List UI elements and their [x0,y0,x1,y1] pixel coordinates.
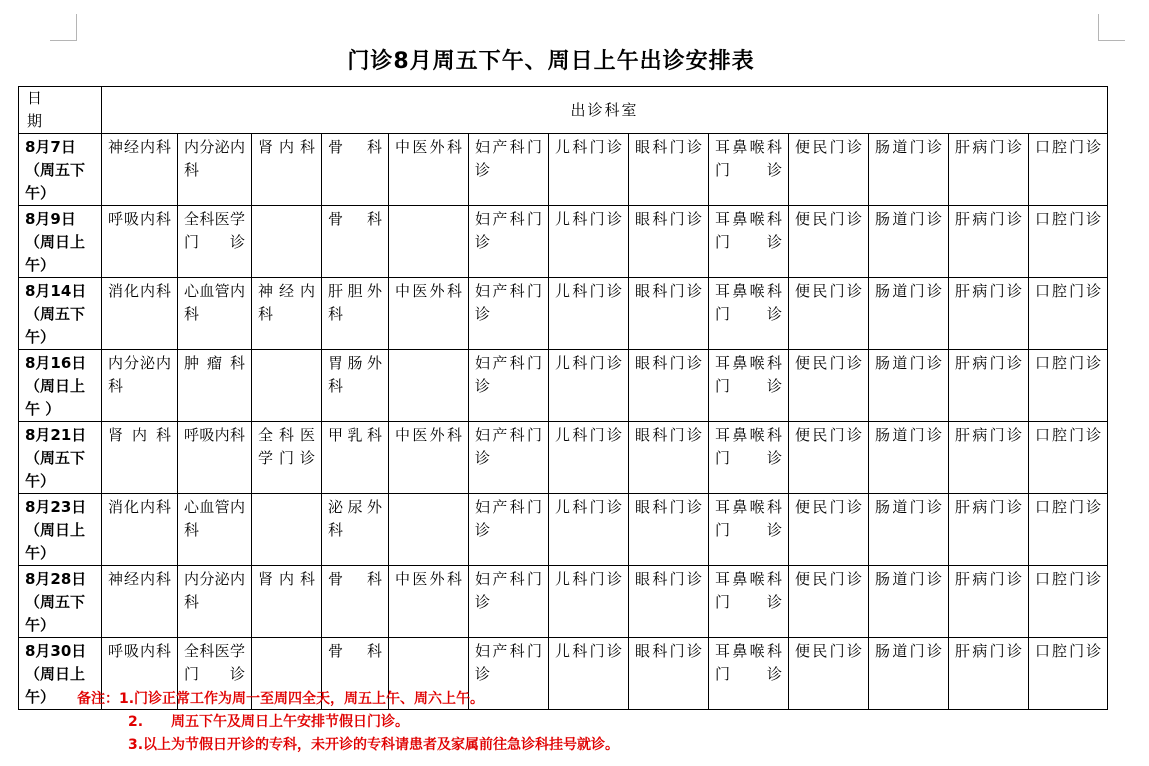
department-cell: 肝病门诊 [949,638,1029,710]
department-cell: 便民门诊 [789,206,869,278]
department-cell: 消化内科 [102,278,178,350]
department-cell: 儿科门诊 [549,278,629,350]
department-cell: 眼科门诊 [629,278,709,350]
table-row [19,566,1108,638]
department-cell: 耳鼻喉科门诊 [709,638,789,710]
date-cell: 8月21日（周五下午） [19,422,102,494]
department-cell: 内分泌内科 [102,350,178,422]
department-cell: 肝病门诊 [949,278,1029,350]
department-cell: 胃肠外科 [322,350,389,422]
department-cell: 便民门诊 [789,422,869,494]
department-cell: 肝胆外科 [322,278,389,350]
department-cell: 内分泌内科 [178,134,252,206]
department-cell: 口腔门诊 [1029,206,1108,278]
department-cell: 便民门诊 [789,134,869,206]
department-cell: 全科医学门诊 [178,638,252,710]
department-cell: 妇产科门诊 [469,350,549,422]
department-cell: 眼科门诊 [629,206,709,278]
department-cell: 全科医学门诊 [178,206,252,278]
table-row [19,350,1108,422]
department-cell: 口腔门诊 [1029,278,1108,350]
department-cell: 儿科门诊 [549,638,629,710]
department-cell: 肝病门诊 [949,494,1029,566]
department-cell: 妇产科门诊 [469,494,549,566]
note-text-1: 1.门诊正常工作为周一至周四全天，周五上午、周六上午。 [119,691,485,707]
department-cell: 眼科门诊 [629,494,709,566]
department-cell: 便民门诊 [789,566,869,638]
department-cell: 儿科门诊 [549,566,629,638]
department-cell: 肠道门诊 [869,494,949,566]
department-cell: 肠道门诊 [869,350,949,422]
note-line-2: 2. 周五下午及周日上午安排节假日门诊。 [128,714,410,730]
department-cell: 妇产科门诊 [469,206,549,278]
table-row [19,422,1108,494]
department-cell: 骨科 [322,134,389,206]
department-cell: 肾内科 [102,422,178,494]
department-cell [252,350,322,422]
department-cell: 骨科 [322,638,389,710]
date-cell: 8月7日（周五下午） [19,134,102,206]
table-header-row [19,87,1108,134]
header-date: 日 期 [19,87,102,134]
date-cell: 8月30日（周日上午） [19,638,102,710]
department-cell: 耳鼻喉科门诊 [709,278,789,350]
table-row [19,494,1108,566]
department-cell: 呼吸内科 [102,638,178,710]
page-corner-mark-top-left [50,14,77,41]
department-cell: 口腔门诊 [1029,134,1108,206]
department-cell: 肠道门诊 [869,422,949,494]
notes [77,688,619,757]
department-cell: 肠道门诊 [869,278,949,350]
department-cell: 甲乳科 [322,422,389,494]
date-cell: 8月9日（周日上午） [19,206,102,278]
department-cell: 口腔门诊 [1029,422,1108,494]
department-cell: 中医外科 [389,278,469,350]
department-cell: 肝病门诊 [949,206,1029,278]
department-cell: 便民门诊 [789,638,869,710]
department-cell: 眼科门诊 [629,350,709,422]
department-cell: 泌尿外科 [322,494,389,566]
date-cell: 8月16日（周日上午 ） [19,350,102,422]
date-cell: 8月28日（周五下午） [19,566,102,638]
department-cell: 眼科门诊 [629,638,709,710]
department-cell: 肾内科 [252,566,322,638]
department-cell: 全科医学门诊 [252,422,322,494]
page-corner-mark-top-right [1098,14,1125,41]
table-row [19,206,1108,278]
department-cell: 耳鼻喉科门诊 [709,134,789,206]
department-cell: 肝病门诊 [949,350,1029,422]
department-cell: 眼科门诊 [629,566,709,638]
department-cell: 口腔门诊 [1029,494,1108,566]
department-cell: 耳鼻喉科门诊 [709,494,789,566]
note-label: 备注： [77,691,119,707]
department-cell: 中医外科 [389,422,469,494]
department-cell: 妇产科门诊 [469,422,549,494]
department-cell: 肾内科 [252,134,322,206]
department-cell: 耳鼻喉科门诊 [709,206,789,278]
department-cell: 儿科门诊 [549,494,629,566]
department-cell: 肝病门诊 [949,134,1029,206]
department-cell: 口腔门诊 [1029,350,1108,422]
department-cell: 内分泌内科 [178,566,252,638]
department-cell: 儿科门诊 [549,350,629,422]
department-cell: 肝病门诊 [949,566,1029,638]
header-departments: 出诊科室 [102,87,1108,134]
department-cell: 耳鼻喉科门诊 [709,350,789,422]
document-title: 门诊8月周五下午、周日上午出诊安排表 [347,49,755,74]
table-row [19,278,1108,350]
department-cell [389,206,469,278]
department-cell: 眼科门诊 [629,422,709,494]
department-cell: 口腔门诊 [1029,566,1108,638]
department-cell: 肠道门诊 [869,638,949,710]
department-cell [252,494,322,566]
department-cell: 肠道门诊 [869,206,949,278]
department-cell: 骨科 [322,206,389,278]
department-cell: 妇产科门诊 [469,638,549,710]
department-cell: 呼吸内科 [178,422,252,494]
department-cell: 妇产科门诊 [469,134,549,206]
department-cell: 儿科门诊 [549,134,629,206]
note-line-3: 3.以上为节假日开诊的专科，未开诊的专科请患者及家属前往急诊科挂号就诊。 [128,737,620,753]
department-cell: 便民门诊 [789,494,869,566]
department-cell: 妇产科门诊 [469,278,549,350]
department-cell: 便民门诊 [789,350,869,422]
department-cell: 儿科门诊 [549,422,629,494]
department-cell: 肿瘤科 [178,350,252,422]
department-cell: 神经内科 [252,278,322,350]
department-cell: 妇产科门诊 [469,566,549,638]
department-cell: 中医外科 [389,134,469,206]
department-cell: 心血管内科 [178,494,252,566]
date-cell: 8月23日（周日上午） [19,494,102,566]
department-cell: 呼吸内科 [102,206,178,278]
department-cell: 眼科门诊 [629,134,709,206]
department-cell: 消化内科 [102,494,178,566]
department-cell: 口腔门诊 [1029,638,1108,710]
department-cell: 神经内科 [102,134,178,206]
department-cell [389,494,469,566]
note-line-1 [77,688,619,711]
schedule-table [18,86,1108,710]
department-cell [389,350,469,422]
department-cell: 骨科 [322,566,389,638]
date-cell: 8月14日（周五下午） [19,278,102,350]
department-cell [252,206,322,278]
department-cell: 耳鼻喉科门诊 [709,422,789,494]
department-cell: 肠道门诊 [869,566,949,638]
department-cell: 儿科门诊 [549,206,629,278]
department-cell: 神经内科 [102,566,178,638]
department-cell: 便民门诊 [789,278,869,350]
department-cell: 中医外科 [389,566,469,638]
table-row [19,134,1108,206]
department-cell: 肝病门诊 [949,422,1029,494]
department-cell: 肠道门诊 [869,134,949,206]
department-cell: 耳鼻喉科门诊 [709,566,789,638]
department-cell: 心血管内科 [178,278,252,350]
